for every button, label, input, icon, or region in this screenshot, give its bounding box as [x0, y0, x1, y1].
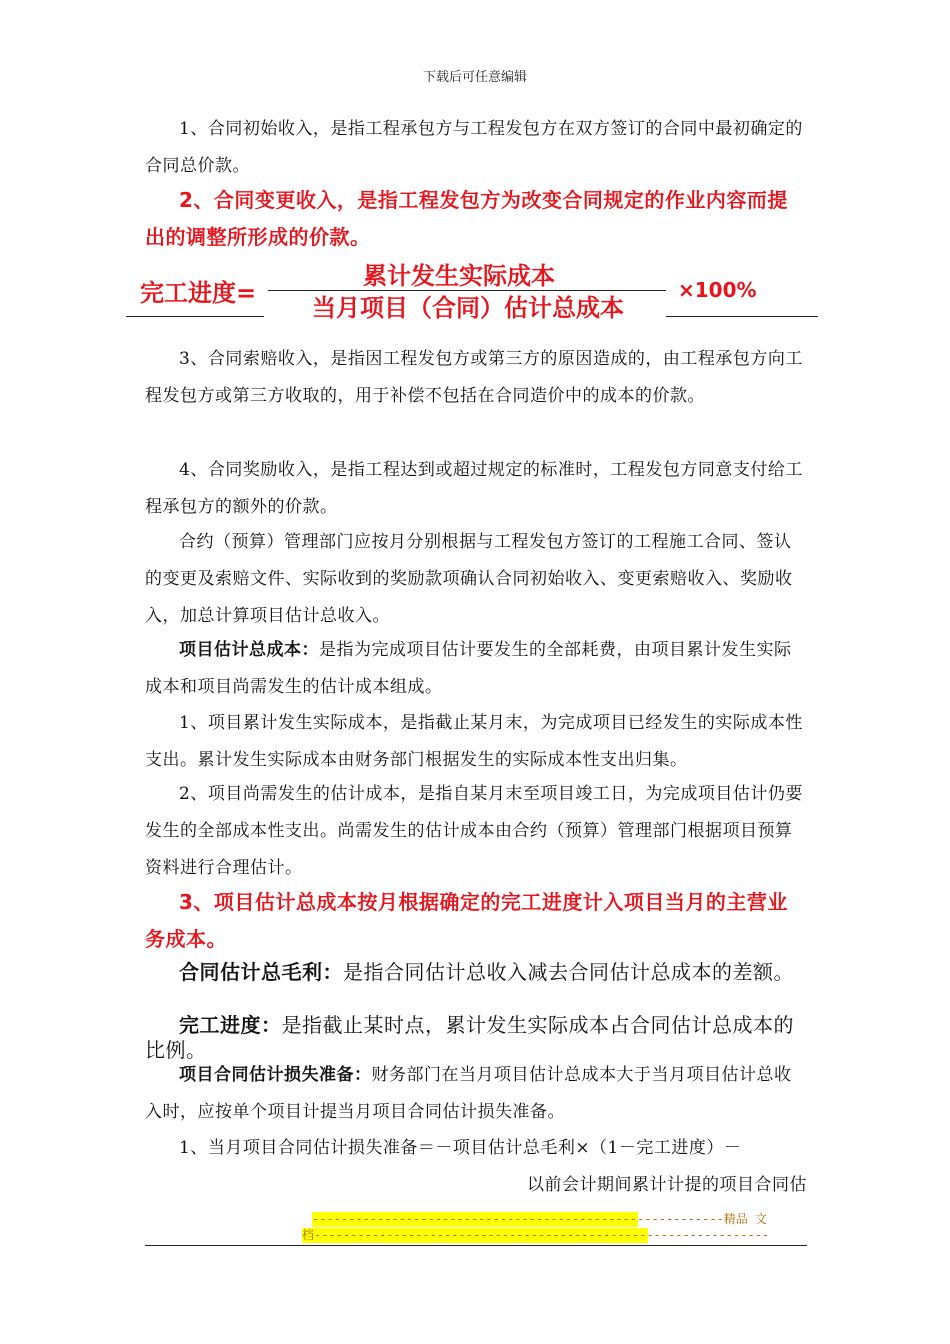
paragraph-claim-revenue: 3、合同索赔收入，是指因工程发包方或第三方的原因造成的，由工程承包方向工程发包方或第三方收取的，用于补偿不包括在合同造价中的成本的价款。 — [145, 349, 803, 406]
formula-lhs: 完工进度= — [140, 279, 257, 307]
term-loss-provision: 项目合同估计损失准备： — [179, 1065, 372, 1085]
formula-denominator: 当月项目（合同）估计总成本 — [312, 294, 624, 322]
definition-gross-profit: 是指合同估计总收入减去合同估计总成本的差额。 — [343, 960, 794, 984]
formula-multiplier: ×100% — [678, 278, 757, 302]
footer-highlight-line2: 档--------------------------------------------------------------- — [302, 1228, 770, 1242]
paragraph-cost-recognition: 3、项目估计总成本按月根据确定的完工进度计入项目当月的主营业务成本。 — [145, 890, 788, 951]
page-header: 下载后可任意编辑 — [422, 70, 527, 85]
paragraph-remaining-cost: 2、项目尚需发生的估计成本，是指自某月末至项目竣工日，为完成项目估计仍要发生的全部成本性支出。尚需发生的估计成本由合约（预算）管理部门根据项目预算资料进行合理估计。 — [145, 784, 803, 878]
paragraph-loss-formula-line2: 以前会计期间累计计提的项目合同估 — [527, 1175, 807, 1195]
paragraph-change-revenue: 2、合同变更收入，是指工程发包方为改变合同规定的作业内容而提出的调整所形成的价款。 — [145, 188, 788, 249]
paragraph-estimated-total-cost — [145, 632, 807, 706]
paragraph-accumulated-cost: 1、项目累计发生实际成本，是指截止某月末，为完成项目已经发生的实际成本性支出。累计发生实际成本由财务部门根据发生的实际成本性支出归集。 — [145, 713, 803, 770]
formula-numerator: 累计发生实际成本 — [363, 262, 555, 290]
definition-estimated-total-cost: 是指为完成项目估计要发生的全部耗费，由项目累计发生实际成本和项目尚需发生的估计成本组成。 — [145, 640, 792, 697]
formula-underline-right — [666, 316, 818, 317]
formula-underline-left — [126, 316, 264, 317]
term-gross-profit: 合同估计总毛利： — [179, 960, 343, 984]
paragraph-completion-progress — [145, 1013, 807, 1063]
term-estimated-total-cost: 项目估计总成本： — [179, 640, 319, 660]
definition-loss-provision: 财务部门在当月项目估计总成本大于当月项目估计总收入时，应按单个项目计提当月项目合同估计损失准备。 — [145, 1065, 792, 1122]
footer-rule — [145, 1245, 807, 1246]
footer-highlight-line1: ---------------------------------------------------------精品 文 — [312, 1212, 768, 1226]
paragraph-total-revenue: 合约（预算）管理部门应按月分别根据与工程发包方签订的工程施工合同、签认的变更及索赔文件、实际收到的奖励款项确认合同初始收入、变更索赔收入、奖励收入，加总计算项目估计总收入。 — [145, 532, 793, 626]
definition-completion-progress: 是指截止某时点，累计发生实际成本占合同估计总成本的比例。 — [145, 1013, 794, 1062]
paragraph-gross-profit — [145, 960, 807, 985]
term-completion-progress: 完工进度： — [179, 1013, 282, 1037]
paragraph-initial-revenue: 1、合同初始收入，是指工程承包方与工程发包方在双方签订的合同中最初确定的合同总价款。 — [145, 119, 803, 176]
paragraph-loss-provision — [145, 1057, 807, 1131]
paragraph-loss-formula-line1: 1、当月项目合同估计损失准备＝－项目估计总毛利×（1－完工进度）－ — [179, 1138, 742, 1158]
paragraph-bonus-revenue: 4、合同奖励收入，是指工程达到或超过规定的标准时，工程发包方同意支付给工程承包方的额外的价款。 — [145, 460, 803, 517]
